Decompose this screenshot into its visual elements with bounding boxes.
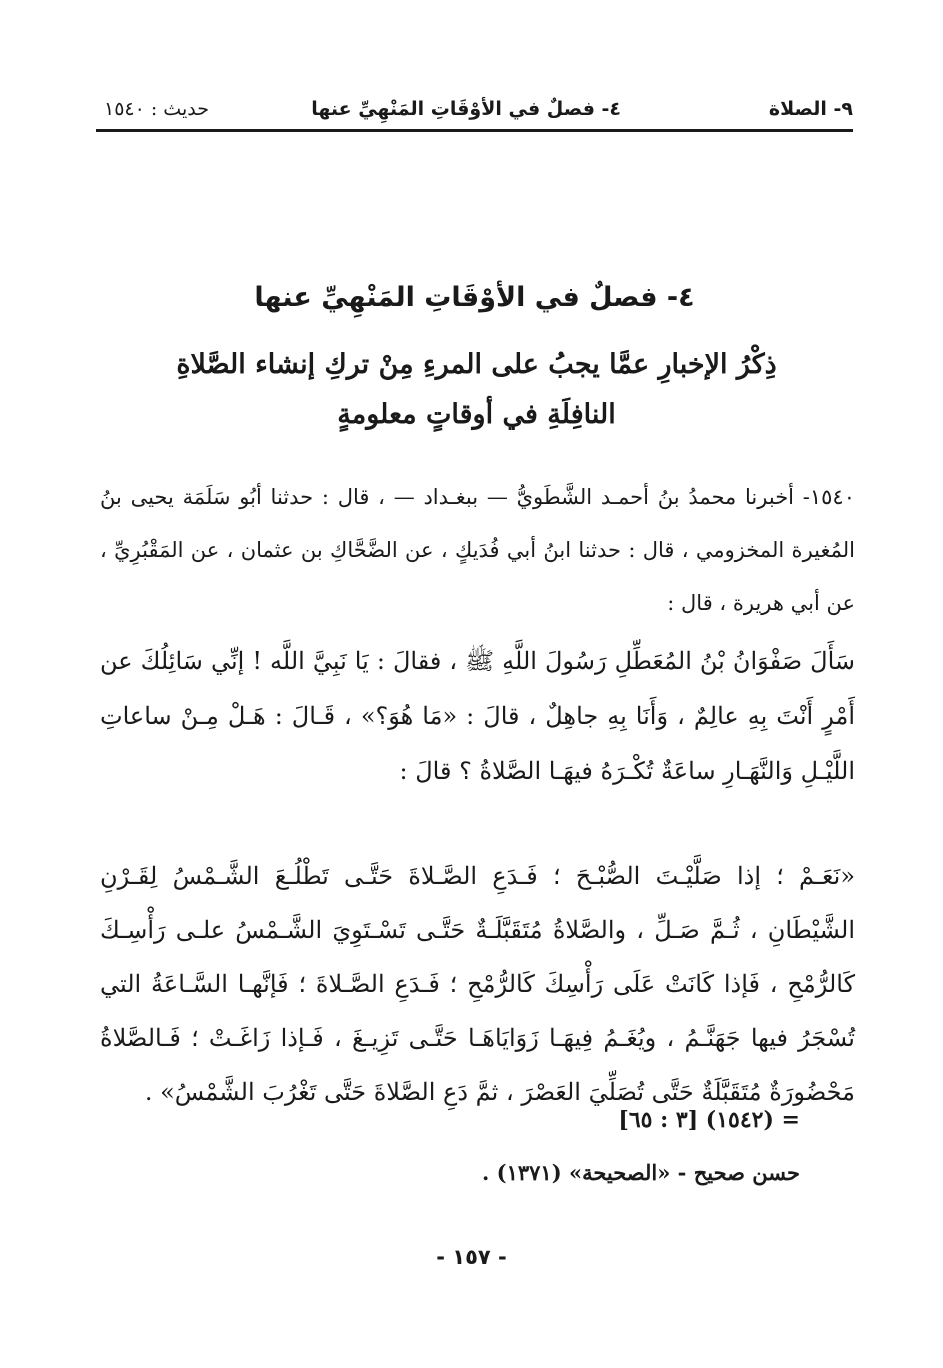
hadith-grading: حسن صحيح - «الصحيحة» (١٣٧١) . — [482, 1160, 800, 1185]
cross-reference: = (١٥٤٢) [٣ : ٦٥] — [618, 1107, 800, 1133]
running-header — [96, 96, 853, 132]
header-rule — [96, 129, 853, 132]
hadith-text-part2: «نَعَـمْ ؛ إذا صَلَّيْـتَ الصُّبْـحَ ؛ فَـدَعِ الصَّـلاةَ حَتَّـى تَطْلُـعَ الشَّـمْسُ لِقَـرْنِ الشَّيْطَانِ ، ثُـمَّ صَـلِّ ، والصَّلاةُ مُتَقَبَّلَـةٌ حَتَّـى تَسْـتَوِيَ الشَّـمْسُ علـى رَأْسِـكَ كَالرُّمْحِ ، فَإذا كَانَتْ عَلَى رَأْسِكَ كَالرُّمْحِ ؛ فَـدَعِ الصَّـلاةَ ؛ فَإنَّهـا السَّـاعَةُ التي تُسْجَرُ فيها جَهَنَّـمُ ، ويُغَـمُ فِيهَـا زَوَايَاهَـا حَتَّـى تَزِيـغَ ، فَـإذا زَاغَـتْ ؛ فَـالصَّلاةُ مَحْضُورَةٌ مُتَقَبَّلَةٌ حَتَّى تُصَلِّيَ العَصْرَ ، ثمَّ دَعِ الصَّلاةَ حَتَّى تَغْرُبَ الشَّمْسُ» . — [100, 862, 856, 1106]
header-section: ٤- فصلٌ في الأوْقَاتِ المَنْهِيِّ عنها — [311, 98, 621, 120]
page-number: - ١٥٧ - — [436, 1245, 507, 1269]
chapter-title: ذِكْرُ الإخبارِ عمَّا يجبُ على المرءِ مِنْ تركِ إنشاء الصَّلاةِ النافِلَةِ في أوقاتٍ معلومةٍ — [176, 349, 777, 430]
header-chapter: ٩- الصلاة — [768, 98, 853, 120]
hadith-text-part1: سَأَلَ صَفْوَانُ بْنُ المُعَطِّلِ رَسُولَ اللَّهِ ﷺ ، فقالَ : يَا نَبِيَّ اللَّه ! إنِّي سَائِلُكَ عن أَمْرٍ أَنْتَ بِهِ عالِمٌ ، وَأَنَا بِهِ جاهِلٌ ، قالَ : «مَا هُوَ؟» ، قَـالَ : هَـلْ مِـنْ ساعاتِ اللَّيْـلِ وَالنَّهَـارِ ساعَةٌ تُكْـرَهُ فيهَـا الصَّلاةُ ؟ قالَ : — [100, 647, 856, 785]
header-hadith-reference: حديث : ١٥٤٠ — [104, 98, 209, 120]
isnad-paragraph: ١٥٤٠- أخبرنا محمدُ بنُ أحمـد الشَّطَويُّ — ببغـداد — ، قال : حدثنا أبُو سَلَمَة يحيى بنُ المُغيرة المخزومي ، قال : حدثنا ابنُ أبي فُدَيكٍ ، عن الضَّحَّاكِ بن عثمان ، عن المَقْبُرِيِّ ، عن أبي هريرة ، قال : — [100, 485, 855, 615]
section-title: ٤- فصلٌ في الأوْقَاتِ المَنْهِيِّ عنها — [254, 282, 695, 313]
